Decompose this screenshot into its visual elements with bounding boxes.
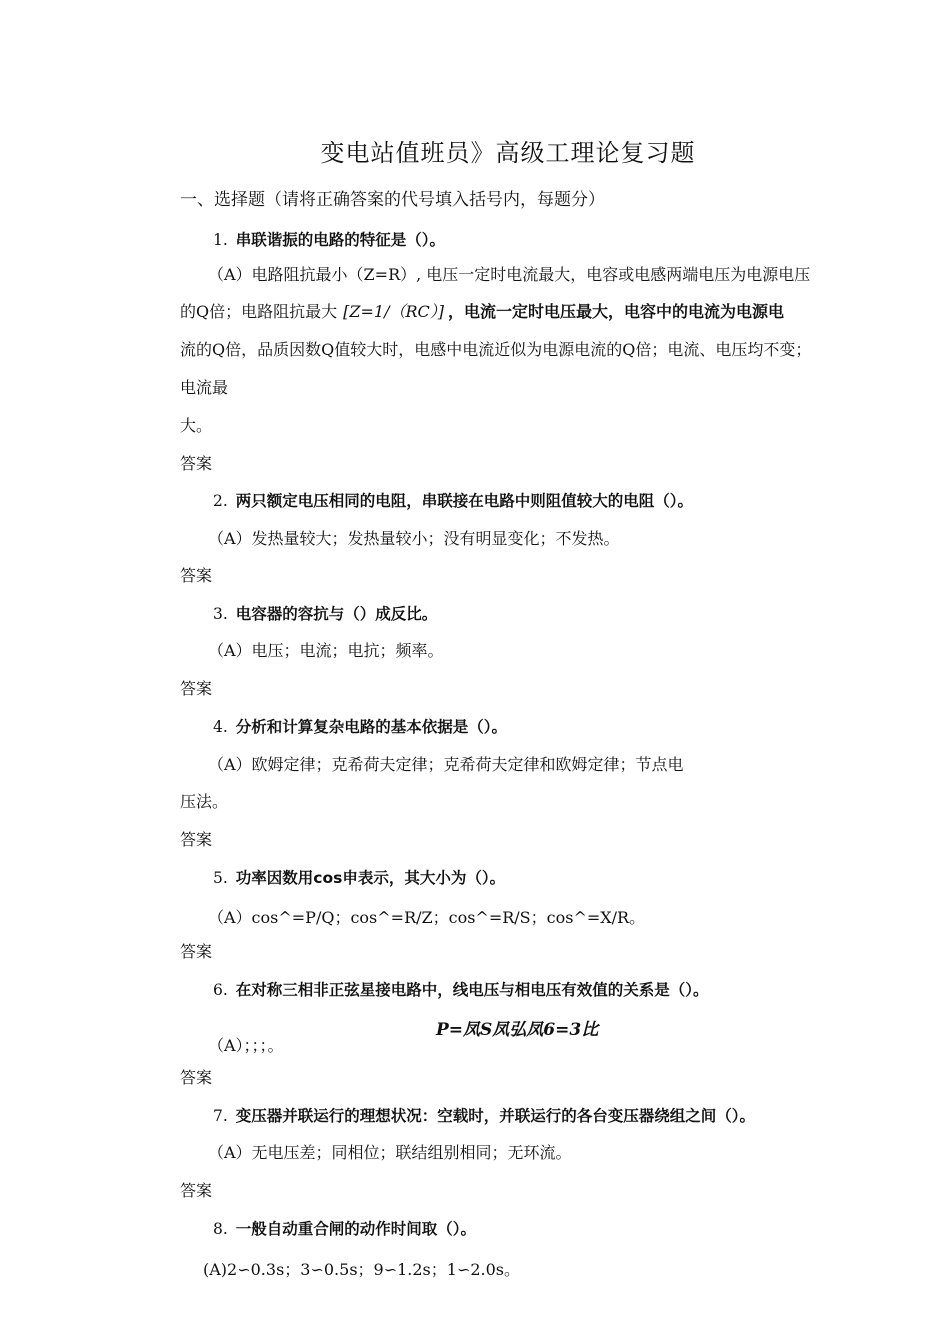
answer-label: 答案	[180, 454, 213, 473]
option-line: （A）；；；。	[208, 1036, 284, 1055]
option-line: （A）电路阻抗最小（Z=R）, 电压一定时电流最大，电容或电感两端电压为电源电压	[208, 265, 811, 284]
option-line: 电流最	[180, 378, 229, 397]
question-number: 4.	[213, 718, 228, 736]
option-text: ，电流一定时电压最大，电容中的电流为电源电	[448, 302, 785, 321]
question-text: 两只额定电压相同的电阻，串联接在电路中则阻值较大的电阻（）。	[235, 492, 694, 510]
option-line: （A）发热量较大；发热量较小；没有明显变化；不发热。	[208, 529, 620, 548]
question-text: 功率因数用cos申表示，其大小为（）。	[235, 869, 506, 887]
question-3	[213, 604, 437, 624]
question-4	[213, 717, 507, 737]
question-number: 3.	[213, 605, 228, 623]
question-number: 7.	[213, 1107, 228, 1125]
option-line	[180, 302, 784, 322]
question-5	[213, 868, 505, 888]
question-text: 变压器并联运行的理想状况：空载时，并联运行的各台变压器绕组之间（）。	[235, 1107, 756, 1125]
question-8	[213, 1219, 476, 1239]
answer-label: 答案	[180, 1068, 213, 1087]
answer-label: 答案	[180, 942, 213, 961]
question-number: 8.	[213, 1220, 228, 1238]
question-2	[213, 491, 693, 511]
question-1	[213, 230, 445, 250]
option-line: （A）无电压差；同相位；联结组别相同；无环流。	[208, 1143, 572, 1162]
question-text: 在对称三相非正弦星接电路中，线电压与相电压有效值的关系是（）。	[235, 981, 709, 999]
answer-label: 答案	[180, 679, 213, 698]
voltage-formula: P=凤S凤弘凤6=3比	[436, 1020, 599, 1040]
answer-label: 答案	[180, 830, 213, 849]
option-line: （A）电压；电流；电抗；频率。	[208, 641, 444, 660]
question-text: 分析和计算复杂电路的基本依据是（）。	[235, 718, 508, 736]
question-text: 串联谐振的电路的特征是（）。	[235, 231, 446, 249]
question-7	[213, 1106, 755, 1126]
question-number: 2.	[213, 492, 228, 510]
section-heading: 一、选择题（请将正确答案的代号填入括号内，每题分）	[180, 190, 605, 210]
question-6	[213, 980, 709, 1000]
option-line: （A）欧姆定律；克希荷夫定律；克希荷夫定律和欧姆定律；节点电	[208, 755, 684, 774]
option-line: (A)2∽0.3s；3∽0.5s；9∽1.2s；1∽2.0s。	[203, 1260, 521, 1279]
impedance-formula: [Z=1/（RC）]	[343, 302, 444, 321]
option-line: 流的Q倍，品质因数Q值较大时，电感中电流近似为电源电流的Q倍；电流、电压均不变；	[180, 340, 812, 359]
option-text: 的Q倍；电路阻抗最大	[180, 302, 338, 321]
answer-label: 答案	[180, 1181, 213, 1200]
option-line: （A）cos^=P/Q；cos^=R/Z；cos^=R/S；cos^=X/R。	[208, 908, 646, 927]
answer-label: 答案	[180, 566, 213, 585]
question-number: 6.	[213, 981, 228, 999]
question-number: 1.	[213, 231, 228, 249]
question-text: 电容器的容抗与（）成反比。	[235, 605, 438, 623]
page-title: 变电站值班员》高级工理论复习题	[320, 139, 696, 167]
option-line: 大。	[180, 416, 213, 435]
question-text: 一般自动重合闸的动作时间取（）。	[235, 1220, 477, 1238]
option-line: 压法。	[180, 792, 229, 811]
question-number: 5.	[213, 869, 228, 887]
